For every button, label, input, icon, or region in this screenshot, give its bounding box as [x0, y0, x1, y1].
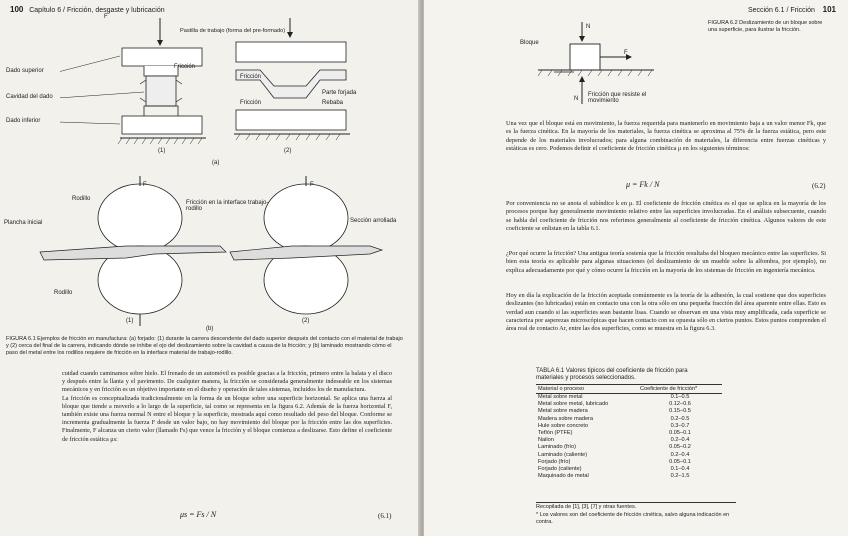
table-col-coefficient: Coeficiente de fricción*: [638, 385, 722, 394]
equation-6-1: μs = Fs / N: [180, 510, 217, 519]
table-cell-material: Maquinado de metal: [538, 473, 589, 480]
right-page: [424, 0, 848, 536]
left-page: [0, 0, 420, 536]
table-row: [536, 473, 722, 480]
upper-die-label: Dado superior: [6, 68, 44, 74]
right-para-2: Por conveniencia no se anota el subíndice k en μ. El coeficiente de fricción cinética es el que se aplica en la mayoría de los procesos porque hay generalmente movimiento relativo entre las superficies involucradas. En el análisis subsecuente, cuando se habla del coeficiente de fricción nos referimos generalmente al coeficiente de fricción cinética. Algunos valores de este coeficiente se enlistan en la tabla 6.1.: [506, 200, 826, 232]
table-cell-coefficient: 0.2–0.4: [670, 451, 690, 458]
table-cell-coefficient: 0.05–0.1: [669, 430, 691, 437]
workpiece-label: Pastilla de trabajo (forma del pre-formado): [180, 28, 286, 34]
friction-label-3: Fricción: [240, 100, 262, 106]
friction-table-body: [536, 394, 722, 481]
table-cell-material: Hule sobre concreto: [538, 422, 589, 429]
interface-friction-label: Fricción en la interface trabajo-rodillo: [186, 200, 269, 212]
left-chapter-title: Capítulo 6 / Fricción, desgaste y lubricación: [29, 7, 165, 14]
table-row: [536, 394, 722, 402]
die-cavity-label: Cavidad del dado: [6, 94, 53, 100]
table-cell-coefficient: 0.1–0.4: [670, 466, 690, 473]
table-cell-material: Metal sobre metal: [538, 394, 583, 400]
force-label-b2: F: [310, 182, 314, 188]
flash-label: Rebaba: [322, 100, 344, 106]
table-cell-material: Forjado (frío): [538, 458, 571, 465]
lower-die-label: Dado inferior: [6, 118, 41, 124]
table-cell-coefficient: 0.3–0.7: [670, 422, 690, 429]
table-cell-material: Metal sobre madera: [538, 408, 588, 415]
table-cell-coefficient: 0.15–0.5: [669, 408, 691, 415]
subfig-b2-label: (2): [302, 318, 310, 324]
table-cell-coefficient: 0.2–0.5: [670, 415, 690, 422]
rolled-section-label: Sección arrollada: [350, 218, 397, 224]
table-cell-material: Metal sobre metal, lubricado: [538, 401, 609, 408]
table-row: [536, 466, 722, 473]
part-b-label: (b): [206, 326, 214, 332]
table-row: [536, 444, 722, 451]
subfig-a1-label: (1): [158, 148, 166, 154]
table-row: [536, 430, 722, 437]
table-row: [536, 452, 722, 459]
figure-6-2-caption: FIGURA 6.2 Deslizamiento de un bloque sobre una superficie, para ilustrar la fricción.: [708, 20, 823, 33]
friction-resisting-label: Fricción que resiste el movimiento: [588, 92, 647, 104]
table-cell-coefficient: 0.12–0.6: [669, 401, 691, 408]
table-footnote-1: Recopilada de [1], [3], [7] y otras fuentes.: [536, 502, 736, 511]
force-label-b1: F: [143, 182, 147, 188]
friction-label-1: Fricción: [174, 64, 196, 70]
table-cell-material: Nailon: [538, 437, 554, 444]
table-cell-material: Madera sobre madera: [538, 415, 594, 422]
table-row: [536, 408, 722, 415]
right-section-title: Sección 6.1 / Fricción: [747, 7, 815, 14]
right-running-head: [748, 5, 836, 14]
table-cell-coefficient: 0.05–0.2: [669, 444, 691, 451]
initial-plate-label: Plancha inicial: [4, 220, 43, 226]
normal-top-label: N: [586, 24, 591, 30]
normal-bottom-label: N: [574, 96, 579, 102]
figure-6-1-caption: FIGURA 6.1 Ejemplos de fricción en manufactura: (a) forjado: (1) durante la carrera descendente del dado superior después del contacto con el material de trabajo y (2) cerca del final de la carrera, indicando dónde se inhibe el ojo del deslizamiento sobre la cavidad a causa de la fricción; y (b) laminado mostrando cómo el paso del metal entre los rodillos requiere de fricción en la interface material de trabajo-rodillo.: [6, 336, 403, 356]
table-cell-coefficient: 0.05–0.1: [669, 458, 691, 465]
right-para-4: Hoy en día la explicación de la fricción aceptada comúnmente es la teoría de la adhesión, la cual sostiene que dos superficies deslizantes (no lubricadas) están en contacto una con la otra sólo en una pequeña fracción del área aparente entre ellas. Esto es verdad aun cuando si las superficies sean bastante lisas. Cuando se observan en una vista muy amplificada, cada superficie se caracteriza por asperezas microscópicas que hacen contacto con su opuesta sólo en ciertos puntos. Estos puntos comprenden el área real de contacto Ar, entre las dos superficies, como se muestra en la figura 6.3.: [506, 292, 826, 333]
roll-bottom-label: Rodillo: [54, 290, 73, 296]
friction-table: [536, 384, 722, 480]
table-cell-coefficient: 0.1–0.5: [670, 394, 690, 400]
left-page-number: 100: [10, 5, 24, 14]
table-row: [536, 416, 722, 423]
subfig-b1-label: (1): [126, 318, 134, 324]
equation-6-2: μ = Fk / N: [626, 180, 660, 189]
right-page-number: 101: [822, 5, 836, 14]
table-cell-coefficient: 0.2–0.4: [670, 437, 690, 444]
table-row: [536, 401, 722, 408]
right-para-3: ¿Por qué ocurre la fricción? Una antigua teoría sostenía que la fricción resultaba del bloqueo mecánico entre las superficies. Si bien esta teoría es aplicable para algunas situaciones (el deslizamiento de un mueble sobre la alfombra, por ejemplo), no explica adecuadamente por qué y cómo ocurre la fricción en la mayoría de los sistemas de fricción en ingeniería mecánica.: [506, 250, 826, 274]
friction-label-2: Fricción: [240, 74, 262, 80]
equation-6-1-number: (6.1): [378, 512, 392, 520]
right-para-1: Una vez que el bloque está en movimiento, la fuerza requerida para mantenerlo en movimiento baja a un valor menor Fk, que es la fuerza cinética. En la mayoría de los materiales, la fuerza cinética se aproxima al 75% de la fuerza estática, pero este depende de los materiales involucrados; para alguna combinación de materiales, la diferencia entre fuerzas cinéticas y estáticas es cero. Podemos definir el coeficiente de fricción cinética μ en los siguientes términos:: [506, 120, 826, 152]
table-cell-material: Laminado (frío): [538, 444, 576, 451]
equation-6-2-number: (6.2): [812, 182, 826, 190]
forged-part-label: Parte forjada: [322, 90, 357, 96]
subfig-a2-label: (2): [284, 148, 292, 154]
table-row: [536, 423, 722, 430]
roll-top-label: Rodillo: [72, 196, 91, 202]
table-footnote-2: * Los valores son del coeficiente de fricción cinética, salvo alguna indicación en contra.: [536, 512, 730, 525]
table-cell-material: Teflón (PTFE): [538, 430, 573, 437]
table-row: [536, 459, 722, 466]
left-body-text: cuidad cuando caminamos sobre hielo. El frenado de un automóvil es posible gracias a la fricción, primero entre la balata y el disco y después entre la llanta y el pavimento. De cualquier manera, la fricción se considerada generalmente indeseable en los sistemas mecánicos y en fricción es un objetivo importante en el diseño y operación de tales sistemas, incluidos los de manufactura. La fricción es conceptualizada tradicionalmente en la forma de un bloque sobre una superficie horizontal. Se aplica una fuerza al bloque que tiende a moverlo a lo largo de la superficie, tal como se representa en la figura 6.2. Además de la fuerza horizontal F, también existe una fuerza normal N entre el bloque y la superficie, mostrada aquí como resultado del peso del bloque. Conforme se incrementa gradualmente la fuerza F desde un valor bajo, no hay movimiento del bloque por la fricción entre las dos superficies. Finalmente, F alcanza un cierto valor (llamado Fs) que vence la fricción y el bloque comienza a deslizarse. Esto define el coeficiente de fricción estática μs:: [62, 370, 392, 443]
force-f-label: F: [624, 50, 628, 56]
block-label: Bloque: [520, 40, 539, 46]
table-6-1-title: TABLA 6.1 Valores típicos del coeficiente de fricción para materiales y procesos seleccionados.: [536, 368, 688, 381]
left-running-head: [10, 5, 165, 14]
force-label-a: F: [104, 14, 108, 20]
table-col-material: Material o proceso: [536, 385, 638, 394]
part-a-label: (a): [212, 160, 220, 166]
table-cell-coefficient: 0.2–1.5: [670, 473, 690, 480]
table-cell-material: Forjado (caliente): [538, 466, 582, 473]
table-row: [536, 437, 722, 444]
table-cell-material: Laminado (caliente): [538, 451, 588, 458]
